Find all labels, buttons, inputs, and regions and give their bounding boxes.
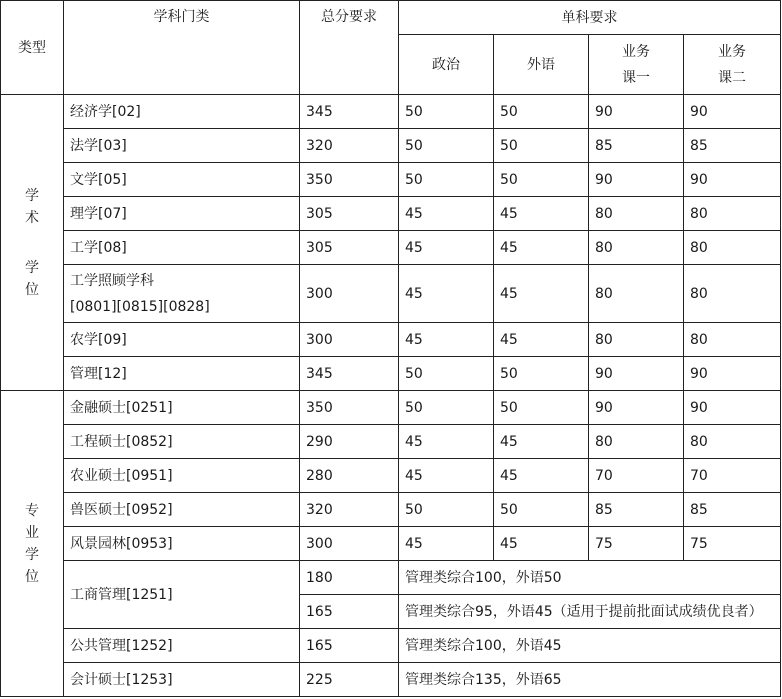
row-total: 350 xyxy=(300,163,399,197)
table-row xyxy=(1,391,781,425)
row-name: 工程硕士[0852] xyxy=(64,425,300,459)
header-category: 学科门类 xyxy=(64,1,300,95)
header-single: 单科要求 xyxy=(399,1,781,35)
row-total: 280 xyxy=(300,459,399,493)
row-language: 45 xyxy=(494,265,589,323)
row-name-line1: 工学照顾学科 xyxy=(70,272,154,289)
header-total: 总分要求 xyxy=(300,1,399,95)
row-name: 公共管理[1252] xyxy=(64,629,300,663)
row-course1: 80 xyxy=(589,425,684,459)
group-professional-char: 位 xyxy=(25,568,39,585)
group-academic-char: 位 xyxy=(25,281,39,298)
row-total: 345 xyxy=(300,95,399,129)
row-language: 50 xyxy=(494,95,589,129)
table-row xyxy=(1,197,781,231)
row-total: 165 xyxy=(300,629,399,663)
row-course2: 80 xyxy=(684,425,781,459)
row-language: 50 xyxy=(494,493,589,527)
row-language: 50 xyxy=(494,129,589,163)
table-row xyxy=(1,129,781,163)
group-professional xyxy=(1,391,64,697)
row-name: 风景园林[0953] xyxy=(64,527,300,561)
header-course2 xyxy=(684,35,781,95)
row-language: 50 xyxy=(494,391,589,425)
group-academic-char: 学 xyxy=(25,187,39,204)
row-language: 45 xyxy=(494,527,589,561)
row-language: 50 xyxy=(494,357,589,391)
row-course2: 85 xyxy=(684,493,781,527)
row-name: 法学[03] xyxy=(64,129,300,163)
row-course1: 90 xyxy=(589,357,684,391)
group-professional-char: 专 xyxy=(25,502,39,519)
row-name: 农业硕士[0951] xyxy=(64,459,300,493)
row-total: 300 xyxy=(300,323,399,357)
row-language: 45 xyxy=(494,459,589,493)
row-total: 305 xyxy=(300,231,399,265)
row-language: 45 xyxy=(494,425,589,459)
row-course1: 80 xyxy=(589,231,684,265)
row-course2: 90 xyxy=(684,95,781,129)
row-total: 350 xyxy=(300,391,399,425)
row-course1: 85 xyxy=(589,493,684,527)
row-language: 50 xyxy=(494,163,589,197)
row-politics: 50 xyxy=(399,391,494,425)
row-politics: 50 xyxy=(399,95,494,129)
row-name: 经济学[02] xyxy=(64,95,300,129)
header-type: 类型 xyxy=(1,1,64,95)
row-name: 文学[05] xyxy=(64,163,300,197)
row-politics: 50 xyxy=(399,129,494,163)
row-course2: 70 xyxy=(684,459,781,493)
row-name-line2: [0801][0815][0828] xyxy=(70,298,210,315)
header-course1-line1: 业务 xyxy=(622,43,650,60)
row-name: 工商管理[1251] xyxy=(64,561,300,629)
row-course1: 90 xyxy=(589,391,684,425)
row-course2: 90 xyxy=(684,163,781,197)
row-course1: 80 xyxy=(589,323,684,357)
group-academic-char: 学 xyxy=(25,259,39,276)
row-politics: 45 xyxy=(399,527,494,561)
table-row xyxy=(1,265,781,323)
table-row xyxy=(1,425,781,459)
row-total: 225 xyxy=(300,663,399,697)
row-name: 工学[08] xyxy=(64,231,300,265)
row-politics: 45 xyxy=(399,231,494,265)
table-row xyxy=(1,527,781,561)
row-course2: 80 xyxy=(684,197,781,231)
header-politics: 政治 xyxy=(399,35,494,95)
row-total: 300 xyxy=(300,527,399,561)
header-course1-line2: 课一 xyxy=(622,69,650,86)
row-name: 兽医硕士[0952] xyxy=(64,493,300,527)
row-politics: 45 xyxy=(399,197,494,231)
row-total: 320 xyxy=(300,493,399,527)
row-note: 管理类综合100，外语50 xyxy=(399,561,781,595)
row-course2: 80 xyxy=(684,265,781,323)
row-course2: 75 xyxy=(684,527,781,561)
row-total: 305 xyxy=(300,197,399,231)
row-language: 45 xyxy=(494,231,589,265)
row-course1: 80 xyxy=(589,265,684,323)
header-course2-line1: 业务 xyxy=(718,43,746,60)
row-course1: 70 xyxy=(589,459,684,493)
row-total: 290 xyxy=(300,425,399,459)
row-course2: 80 xyxy=(684,323,781,357)
group-professional-char: 业 xyxy=(25,524,39,541)
row-politics: 45 xyxy=(399,425,494,459)
row-course2: 90 xyxy=(684,357,781,391)
group-academic-char: 术 xyxy=(25,209,39,226)
table-row xyxy=(1,95,781,129)
table-row xyxy=(1,323,781,357)
header-row-1 xyxy=(1,1,781,35)
row-name: 管理[12] xyxy=(64,357,300,391)
table-row xyxy=(1,493,781,527)
row-course1: 90 xyxy=(589,95,684,129)
row-course2: 90 xyxy=(684,391,781,425)
table-row xyxy=(1,357,781,391)
row-name: 金融硕士[0251] xyxy=(64,391,300,425)
row-course1: 75 xyxy=(589,527,684,561)
row-name: 理学[07] xyxy=(64,197,300,231)
row-total: 300 xyxy=(300,265,399,323)
row-politics: 45 xyxy=(399,459,494,493)
header-language: 外语 xyxy=(494,35,589,95)
table-row xyxy=(1,231,781,265)
row-total: 345 xyxy=(300,357,399,391)
row-politics: 45 xyxy=(399,323,494,357)
row-course1: 85 xyxy=(589,129,684,163)
row-course2: 80 xyxy=(684,231,781,265)
row-note: 管理类综合135，外语65 xyxy=(399,663,781,697)
header-course2-line2: 课二 xyxy=(718,69,746,86)
row-note: 管理类综合95，外语45（适用于提前批面试成绩优良者） xyxy=(399,595,781,629)
row-name: 会计硕士[1253] xyxy=(64,663,300,697)
table-row xyxy=(1,459,781,493)
row-total: 320 xyxy=(300,129,399,163)
group-academic xyxy=(1,95,64,391)
row-course1: 80 xyxy=(589,197,684,231)
row-name: 农学[09] xyxy=(64,323,300,357)
row-politics: 45 xyxy=(399,265,494,323)
group-professional-char: 学 xyxy=(25,546,39,563)
row-course2: 85 xyxy=(684,129,781,163)
table-row xyxy=(1,629,781,663)
header-course1 xyxy=(589,35,684,95)
row-name xyxy=(64,265,300,323)
row-course1: 90 xyxy=(589,163,684,197)
table-row xyxy=(1,663,781,697)
row-politics: 50 xyxy=(399,163,494,197)
row-note: 管理类综合100，外语45 xyxy=(399,629,781,663)
table-row xyxy=(1,163,781,197)
row-politics: 50 xyxy=(399,357,494,391)
row-language: 45 xyxy=(494,197,589,231)
table-row xyxy=(1,561,781,595)
row-total: 180 xyxy=(300,561,399,595)
row-total: 165 xyxy=(300,595,399,629)
row-language: 45 xyxy=(494,323,589,357)
row-politics: 50 xyxy=(399,493,494,527)
